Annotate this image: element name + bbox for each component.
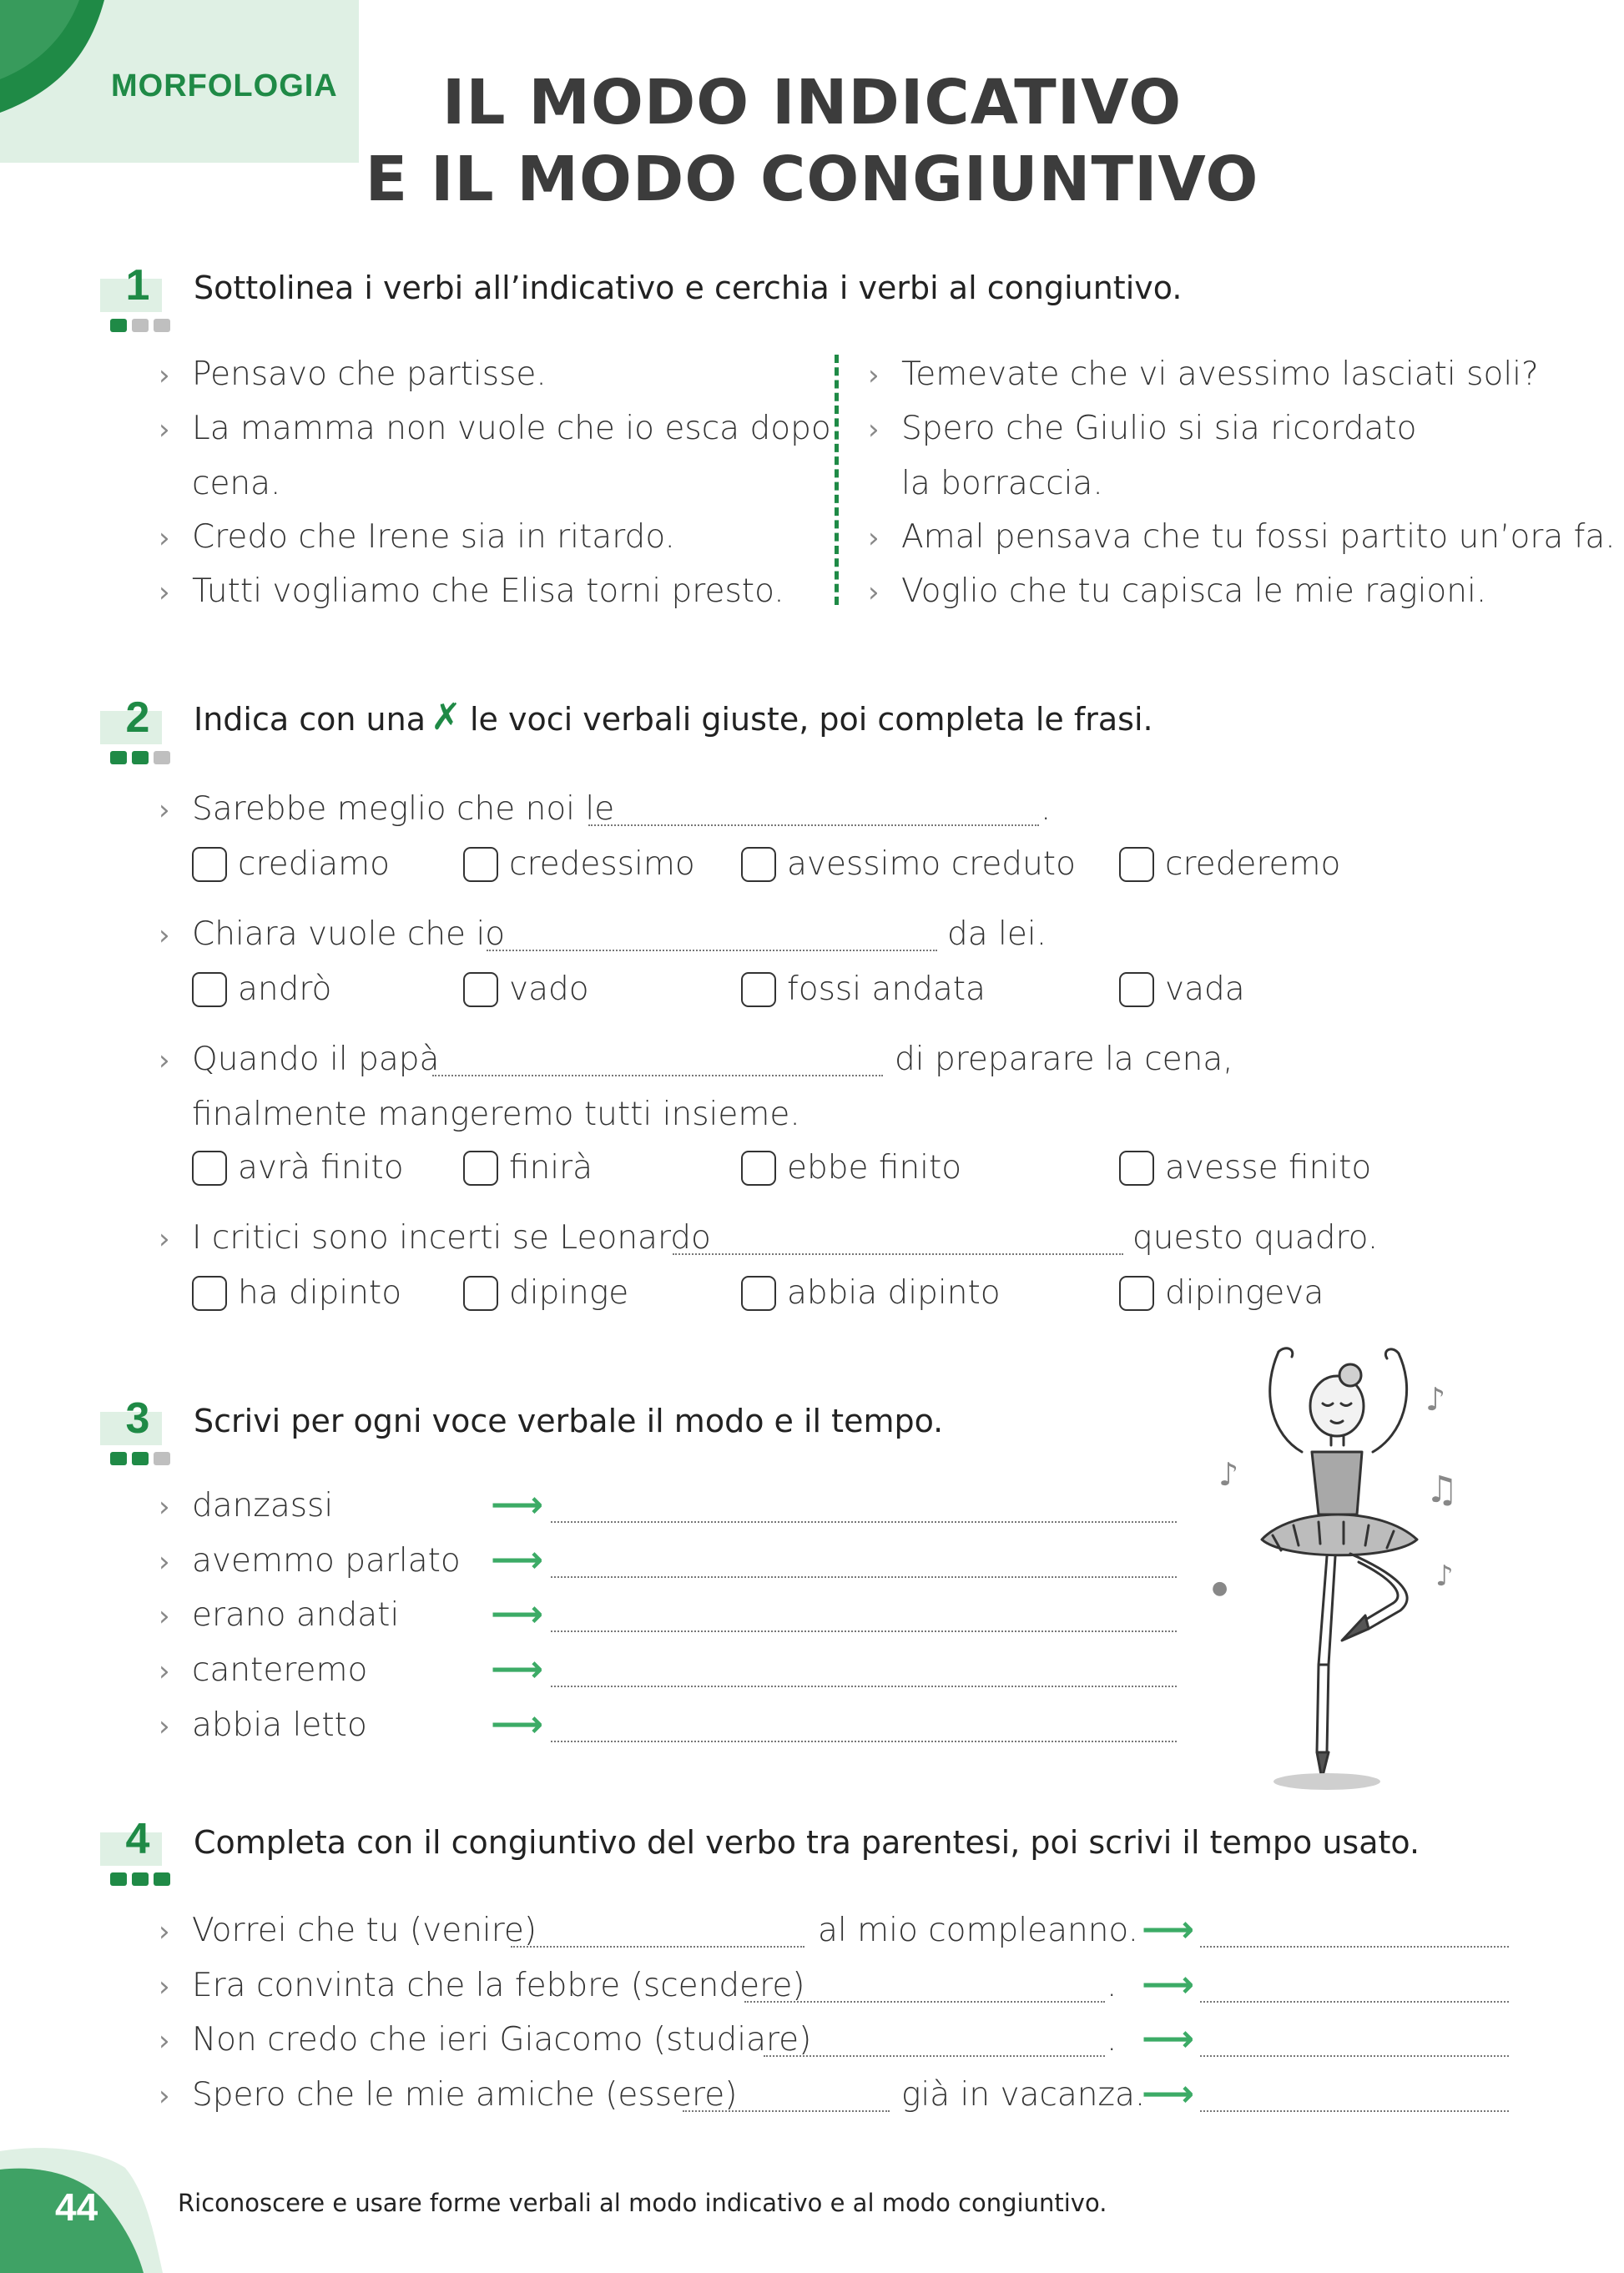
ex1-left-1: Pensavo che partisse. xyxy=(192,355,547,393)
checkbox[interactable] xyxy=(1119,1276,1154,1311)
checkbox[interactable] xyxy=(463,847,498,882)
bullet-icon: › xyxy=(159,1655,170,1688)
ex2-q2-option-4: vada xyxy=(1165,970,1245,1008)
tense-answer-line[interactable] xyxy=(1200,2110,1509,2112)
exercise-1-instruction: Sottolinea i verbi all’indicativo e cerchia i verbi al congiuntivo. xyxy=(194,270,1183,306)
ex4-s3-end: . xyxy=(1107,2021,1117,2059)
ex2-q4-option-4: dipingeva xyxy=(1165,1274,1324,1312)
ex2-q3-cont: finalmente mangeremo tutti insieme. xyxy=(192,1096,800,1133)
bullet-icon: › xyxy=(159,794,170,827)
exercise-2-instruction-b: le voci verbali giuste, poi completa le frasi. xyxy=(470,701,1153,738)
page-title-line1: IL MODO INDICATIVO xyxy=(441,67,1183,139)
ex3-item-2: avemmo parlato xyxy=(192,1542,461,1580)
ex1-left-4: Tutti vogliamo che Elisa torni presto. xyxy=(192,572,784,610)
bullet-icon: › xyxy=(159,2024,170,2058)
bullet-icon: › xyxy=(159,413,170,446)
ex2-q3-option-1: avrà finito xyxy=(238,1149,404,1187)
bullet-icon: › xyxy=(868,576,880,609)
answer-line[interactable] xyxy=(683,2110,890,2112)
ex2-q2-text: Chiara vuole che io xyxy=(192,915,506,953)
ex1-right-2-cont: la borraccia. xyxy=(901,465,1103,502)
checkbox[interactable] xyxy=(741,847,776,882)
ex2-q3-end: di preparare la cena, xyxy=(895,1041,1233,1078)
exercise-2-instruction-a: Indica con una xyxy=(194,701,426,738)
checkbox[interactable] xyxy=(192,1276,227,1311)
exercise-number-1: 1 xyxy=(125,261,150,310)
checkbox[interactable] xyxy=(741,972,776,1007)
bullet-icon: › xyxy=(159,1545,170,1579)
answer-line[interactable] xyxy=(588,824,1039,826)
checkbox[interactable] xyxy=(741,1276,776,1311)
ex2-q3-text: Quando il papà xyxy=(192,1041,440,1078)
ex2-q2-end: da lei. xyxy=(947,915,1047,953)
ex3-item-1: danzassi xyxy=(192,1487,334,1525)
arrow-right-icon: ⟶ xyxy=(491,1648,544,1691)
checkbox[interactable] xyxy=(1119,847,1154,882)
ex4-s4-end: già in vacanza. xyxy=(901,2076,1146,2114)
ex3-item-3: erano andati xyxy=(192,1596,400,1634)
bullet-icon: › xyxy=(159,1044,170,1077)
checkbox[interactable] xyxy=(192,847,227,882)
bullet-icon: › xyxy=(868,522,880,555)
section-tag: MORFOLOGIA xyxy=(111,68,338,103)
arrow-right-icon: ⟶ xyxy=(491,1539,544,1581)
bullet-icon: › xyxy=(159,522,170,555)
ex3-item-4: canteremo xyxy=(192,1651,368,1689)
answer-line[interactable] xyxy=(551,1630,1177,1632)
cross-mark-icon: ✗ xyxy=(431,696,461,738)
svg-text:♫: ♫ xyxy=(1425,1469,1459,1511)
ex4-s2-text: Era convinta che la febbre (scendere) xyxy=(192,1967,805,2004)
bullet-icon: › xyxy=(159,359,170,392)
answer-line[interactable] xyxy=(551,1741,1177,1742)
ex1-left-2: La mamma non vuole che io esca dopo xyxy=(192,410,831,447)
ex2-q4-text: I critici sono incerti se Leonardo xyxy=(192,1219,711,1257)
checkbox[interactable] xyxy=(1119,972,1154,1007)
arrow-right-icon: ⟶ xyxy=(1142,2073,1195,2115)
answer-line[interactable] xyxy=(487,950,937,951)
checkbox[interactable] xyxy=(1119,1151,1154,1186)
footer-objective: Riconoscere e usare forme verbali al modo indicativo e al modo congiuntivo. xyxy=(178,2189,1107,2217)
answer-line[interactable] xyxy=(551,1686,1177,1687)
answer-line[interactable] xyxy=(673,1253,1123,1255)
ex2-q3-option-4: avesse finito xyxy=(1165,1149,1372,1187)
answer-line[interactable] xyxy=(744,2001,1105,2003)
bullet-icon: › xyxy=(159,1710,170,1743)
ex2-q3-option-3: ebbe finito xyxy=(787,1149,962,1187)
exercise-number-3: 3 xyxy=(125,1394,150,1443)
ex2-q3-option-2: finirà xyxy=(509,1149,593,1187)
bullet-icon: › xyxy=(159,1970,170,2003)
answer-line[interactable] xyxy=(551,1521,1177,1523)
ex1-right-2: Spero che Giulio si sia ricordato xyxy=(901,410,1417,447)
ex2-q2-option-1: andrò xyxy=(238,970,332,1008)
ex2-q4-option-1: ha dipinto xyxy=(238,1274,402,1312)
checkbox[interactable] xyxy=(463,972,498,1007)
arrow-right-icon: ⟶ xyxy=(1142,1908,1195,1951)
ex2-q1-option-1: crediamo xyxy=(238,845,390,883)
exercise-3-instruction: Scrivi per ogni voce verbale il modo e il tempo. xyxy=(194,1403,944,1439)
ex2-q4-end: questo quadro. xyxy=(1132,1219,1379,1257)
ex2-q2-option-2: vado xyxy=(509,970,589,1008)
ex2-q1-option-3: avessimo creduto xyxy=(787,845,1076,883)
ex1-left-2-cont: cena. xyxy=(192,465,281,502)
bullet-icon: › xyxy=(159,1915,170,1948)
checkbox[interactable] xyxy=(463,1276,498,1311)
ex3-item-5: abbia letto xyxy=(192,1706,367,1744)
ex2-q1-end: . xyxy=(1041,790,1052,828)
arrow-right-icon: ⟶ xyxy=(491,1593,544,1635)
ex4-s1-end: al mio compleanno. xyxy=(818,1912,1139,1949)
exercise-4-instruction: Completa con il congiuntivo del verbo tra parentesi, poi scrivi il tempo usato. xyxy=(194,1824,1420,1861)
answer-line[interactable] xyxy=(764,2055,1105,2057)
bullet-icon: › xyxy=(159,1490,170,1524)
tense-answer-line[interactable] xyxy=(1200,2055,1509,2057)
svg-text:♪: ♪ xyxy=(1425,1381,1446,1418)
exercise-number-2: 2 xyxy=(125,693,150,742)
ex4-s4-text: Spero che le mie amiche (essere) xyxy=(192,2076,738,2114)
ex4-s1-text: Vorrei che tu (venire) xyxy=(192,1912,537,1949)
checkbox[interactable] xyxy=(192,1151,227,1186)
bullet-icon: › xyxy=(159,919,170,952)
arrow-right-icon: ⟶ xyxy=(1142,2018,1195,2060)
exercise-number-4: 4 xyxy=(125,1815,150,1863)
column-divider xyxy=(835,355,839,605)
ex2-q1-text: Sarebbe meglio che noi le xyxy=(192,790,615,828)
ex4-s3-text: Non credo che ieri Giacomo (studiare) xyxy=(192,2021,812,2059)
ex2-q4-option-3: abbia dipinto xyxy=(787,1274,1001,1312)
answer-line[interactable] xyxy=(432,1075,883,1076)
answer-line[interactable] xyxy=(551,1576,1177,1578)
tense-answer-line[interactable] xyxy=(1200,2001,1509,2003)
svg-text:♪: ♪ xyxy=(1435,1560,1454,1593)
answer-line[interactable] xyxy=(511,1946,804,1948)
arrow-right-icon: ⟶ xyxy=(1142,1963,1195,2006)
arrow-right-icon: ⟶ xyxy=(491,1703,544,1746)
ballerina-illustration xyxy=(1202,1335,1477,1802)
ex2-q1-option-4: crederemo xyxy=(1165,845,1341,883)
tense-answer-line[interactable] xyxy=(1200,1946,1509,1948)
bullet-icon: › xyxy=(868,359,880,392)
bullet-icon: › xyxy=(159,1600,170,1633)
svg-text:●: ● xyxy=(1212,1578,1228,1599)
checkbox[interactable] xyxy=(741,1151,776,1186)
ex1-right-4: Voglio che tu capisca le mie ragioni. xyxy=(901,572,1487,610)
ex1-right-1: Temevate che vi avessimo lasciati soli? xyxy=(901,355,1539,393)
bullet-icon: › xyxy=(868,413,880,446)
checkbox[interactable] xyxy=(463,1151,498,1186)
ex1-left-3: Credo che Irene sia in ritardo. xyxy=(192,518,675,556)
ex2-q2-option-3: fossi andata xyxy=(787,970,986,1008)
checkbox[interactable] xyxy=(192,972,227,1007)
ex2-q4-option-2: dipinge xyxy=(509,1274,629,1312)
bullet-icon: › xyxy=(159,2079,170,2113)
ex2-q1-option-2: credessimo xyxy=(509,845,695,883)
arrow-right-icon: ⟶ xyxy=(491,1484,544,1526)
page-number: 44 xyxy=(55,2185,98,2229)
ex4-s2-end: . xyxy=(1107,1967,1117,2004)
page-title-line2: E IL MODO CONGIUNTIVO xyxy=(365,144,1259,215)
svg-text:♪: ♪ xyxy=(1218,1456,1239,1493)
bullet-icon: › xyxy=(159,1222,170,1256)
bullet-icon: › xyxy=(159,576,170,609)
ex1-right-3: Amal pensava che tu fossi partito un’ora fa. xyxy=(901,518,1616,556)
